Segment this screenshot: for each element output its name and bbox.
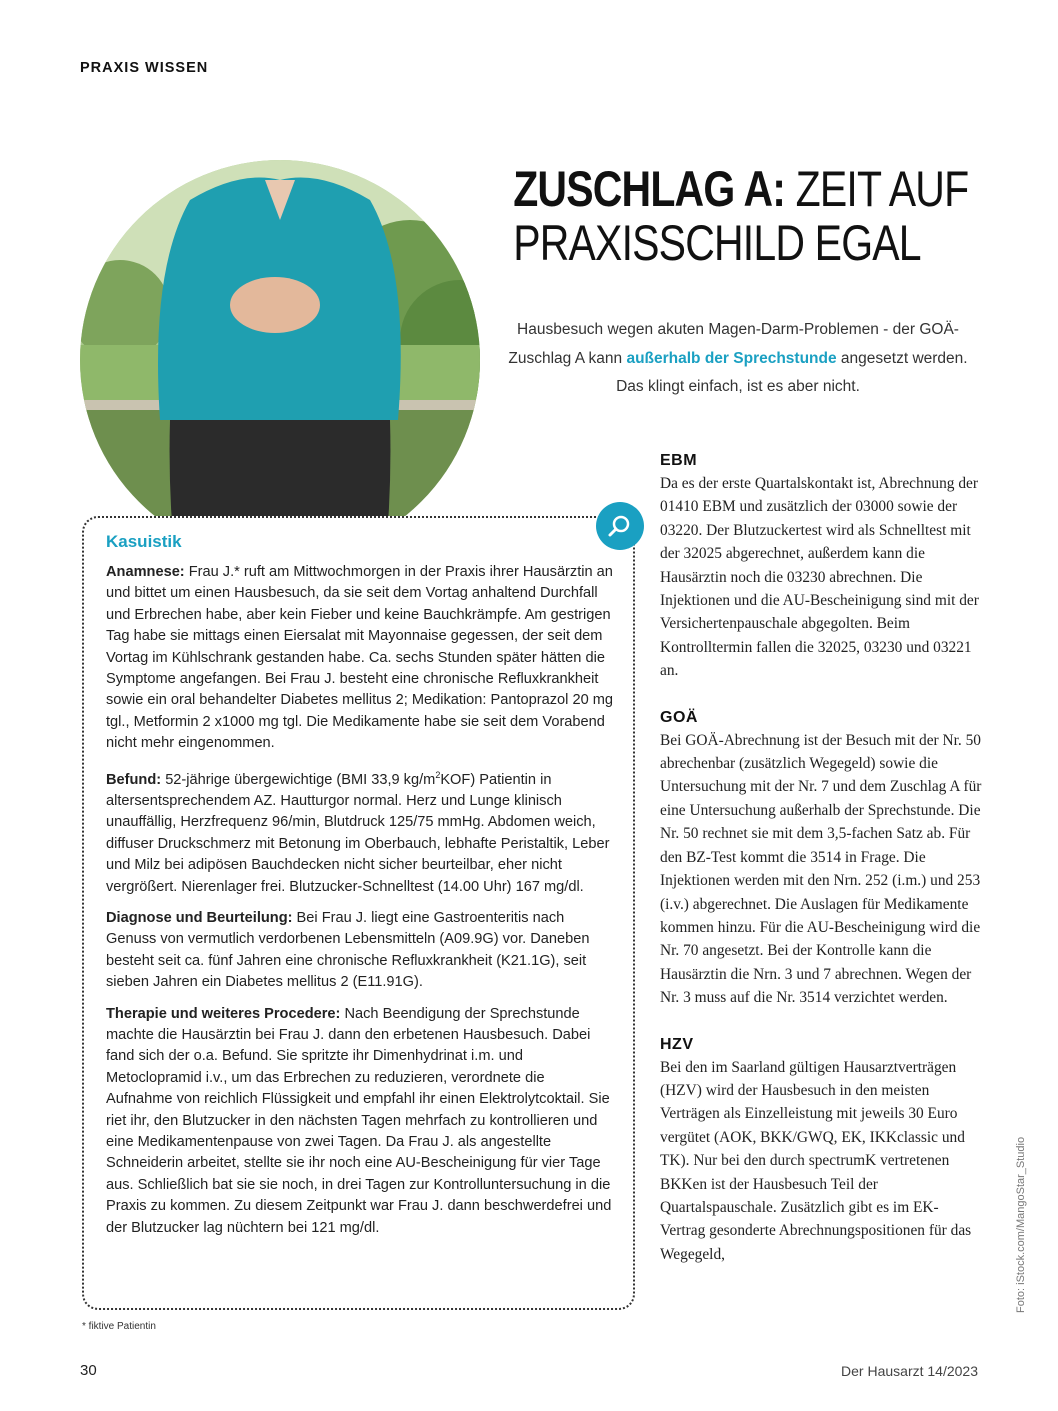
- goae-title: GOÄ: [660, 708, 698, 726]
- hzv-text: Bei den im Saarland gültigen Hausarztverträgen (HZV) wird der Hausbesuch in den meisten Verträgen als Einzelleistung mit jeweils 30 Euro vergütet (AOK, BKK/GWQ, EK, IKKclassic und TK). Nur bei den durch spectrumK vertretenen BKKen ist der Hausbesuch Teil der Quartalspauschale. Zusätzlich gibt es im EK-Vertrag gesonderte Abrechnungspositionen für das Wegegeld,: [660, 1058, 972, 1263]
- hzv-section: [660, 1036, 982, 1267]
- ebm-title: EBM: [660, 452, 698, 469]
- lead-highlight: außerhalb der Sprechstunde: [626, 349, 837, 367]
- case-anamnese: [106, 562, 613, 755]
- page-number: 30: [80, 1362, 97, 1379]
- headline: [470, 161, 969, 271]
- goae-section: [660, 709, 982, 1010]
- case-befund: [106, 765, 613, 898]
- patient-photo: [80, 160, 480, 560]
- lead-before: Hausbesuch wegen akuten Magen-Darm-Problemen - der GOÄ-Zuschlag A kann: [508, 321, 959, 367]
- lead-after: angesetzt werden. Das klingt einfach, ist es aber nicht.: [616, 349, 968, 395]
- befund-text-a: 52-jährige übergewichtige (BMI 33,9 kg/m: [165, 771, 436, 788]
- befund-sup: 2: [435, 769, 441, 780]
- headline-bold: ZUSCHLAG A:: [513, 161, 786, 217]
- billing-column: [660, 452, 982, 1292]
- search-icon: [596, 502, 644, 550]
- issue-label: Der Hausarzt 14/2023: [841, 1363, 978, 1379]
- photo-credit: Foto: iStock.com/MangoStar_Studio: [1015, 1136, 1027, 1313]
- headline-line2: PRAXISSCHILD EGAL: [513, 215, 921, 271]
- diagnose-text: Bei Frau J. liegt eine Gastroenteritis nach Genuss von vermutlich verdorbenen Lebensmitteln (A09.9G) vor. Daneben besteht seit ca. fünf Jahren eine chronische Refluxkrankheit (K21.1G), seit sieben Jahren ein Diabetes mellitus 2 (E11.91G).: [106, 909, 590, 991]
- case-study-box: [82, 516, 635, 1310]
- anamnese-label: Anamnese:: [106, 564, 185, 580]
- hzv-title: HZV: [660, 1035, 694, 1053]
- befund-text-b: KOF) Patientin in altersentsprechendem AZ. Hautturgor normal. Herz und Lunge klinisch unauffällig, Herzfrequenz 96/min, Blutdruck 125/75 mmHg. Abdomen weich, diffuser Druckschmerz mit Betonung im Oberbauch, lebhafte Peristaltik, Leber und Milz bei adipösen Bauchdecken nicht sicher beurteilbar, eher nicht vergrößert. Nierenlager frei. Blutzucker-Schnelltest (14.00 Uhr) 167 mg/dl.: [106, 771, 610, 895]
- case-therapie: [106, 1004, 613, 1239]
- therapie-label: Therapie und weiteres Procedere:: [106, 1005, 341, 1022]
- footnote: * fiktive Patientin: [82, 1321, 156, 1332]
- ebm-section: [660, 452, 982, 683]
- therapie-text: Nach Beendigung der Sprechstunde machte die Hausärztin bei Frau J. dann den erbetenen Hausbesuch. Dabei fand sich der o.a. Befund. Sie spritzte ihr Dimenhydrinat i.m. und Metoclopramid i.v., um das Erbrechen zu reduzieren, verordnete die Aufnahme von reichlich Flüssigkeit und empfahl ihr einen Elektrolytcoktail. Sie riet ihr, den Blutzucker in den nächsten Tagen mehrfach zu kontrollieren und eine Medikamentenpause von zwei Tagen. Da Frau J. als angestellte Schneiderin arbeitet, stellte sie ihr noch eine AU-Bescheinigung für vier Tage aus. Schließlich bat sie sie noch, in drei Tagen zur Kontrolluntersuchung in die Praxis zu kommen. Zu diesem Zeitpunkt war Frau J. dann beschwerdefrei und der Blutzucker lag nüchtern bei 121 mg/dl.: [106, 1005, 612, 1236]
- section-label: PRAXIS WISSEN: [80, 60, 209, 76]
- lead-paragraph: [498, 316, 978, 402]
- goae-text: Bei GOÄ-Abrechnung ist der Besuch mit der Nr. 50 abrechenbar (zusätzlich Wegegeld) sowie die Untersuchung mit der Nr. 7 und dem Zuschlag A für eine Untersuchung außerhalb der Sprechstunde. Die Nr. 50 rechnet sie mit dem 3,5-fachen Satz ab. Für den BZ-Test kommt die 3514 in Frage. Die Injektionen werden mit den Nrn. 252 (i.m.) und 253 (i.v.) abgerechnet. Die Auslagen für Medikamente kommen hinzu. Für die AU-Bescheinigung wird die Nr. 70 angesetzt. Bei der Kontrolle kann die Hausärztin die Nrn. 3 und 7 abrechnen. Wegen der Nr. 3 muss auf die Nr. 3514 verzichtet werden.: [660, 731, 982, 1007]
- ebm-text: Da es der erste Quartalskontakt ist, Abrechnung der 01410 EBM und zusätzlich der 03000 sowie der 03220. Der Blutzuckertest wird als Schnelltest mit der 32025 abgerechnet, außerdem kann die Hausärztin noch die 03230 abrechnen. Die Injektionen und die AU-Bescheinigung sind mit der Versichertenpauschale abgegolten. Beim Kontrolltermin fallen die 32025, 03230 und 03221 an.: [660, 475, 979, 680]
- diagnose-label: Diagnose und Beurteilung:: [106, 909, 293, 926]
- case-diagnose: [106, 908, 613, 994]
- befund-label: Befund:: [106, 771, 162, 788]
- headline-light: ZEIT AUF: [795, 161, 969, 217]
- case-title: Kasuistik: [106, 532, 182, 551]
- anamnese-text: Frau J.* ruft am Mittwochmorgen in der Praxis ihrer Hausärztin an und bittet um einen Hausbesuch, da sie seit dem Vortag anhaltend Durchfall und Erbrechen habe, aber kein Fieber und keine Bauchkrämpfe. Am gestrigen Tag habe sie mittags einen Eiersalat mit Mayonnaise gegessen, der seit dem Vortag im Kühlschrank gestanden habe. Ca. sechs Stunden später hätten die Symptome angefangen. Bei Frau J. besteht eine chronische Refluxkrankheit sowie ein oral behandelter Diabetes mellitus 2; Medikation: Pantoprazol 20 mg tgl., Metformin 2 x1000 mg tgl. Die Medikamente habe sie seit dem Vorabend nicht mehr eingenommen.: [106, 564, 614, 752]
